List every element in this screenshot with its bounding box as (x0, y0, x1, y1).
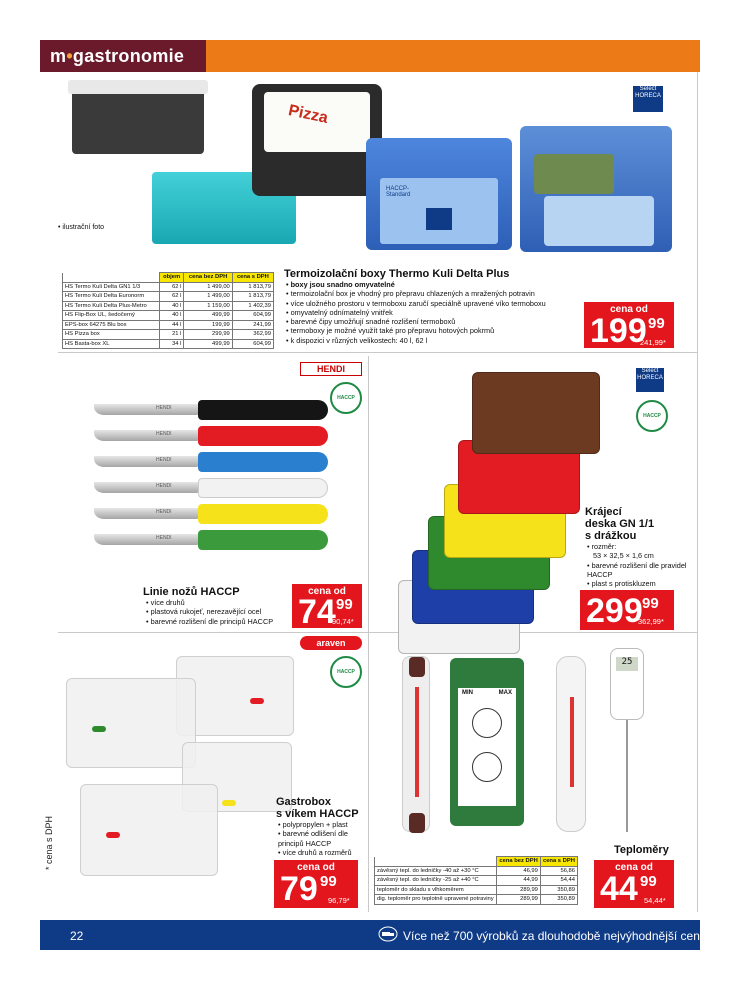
thermobox-open-image (520, 126, 672, 252)
boards-title (585, 506, 654, 542)
feature-item: • více druhů (146, 598, 296, 607)
knife-handle (198, 478, 328, 498)
color-clip (106, 832, 120, 838)
digital-reading: 25 (616, 657, 638, 671)
knife-blade-text: HENDI (156, 509, 172, 515)
table-cell: 1 499,00 (184, 282, 232, 292)
table-row (63, 311, 274, 321)
table-cell: 62 l (159, 282, 184, 292)
table-cell: HS Termo Kuli Delta Plus-Metro (63, 301, 160, 311)
storage-thermometer-image (556, 656, 586, 832)
feature-text: barevné rozlišení dle pravidel HACCP (587, 560, 687, 579)
price-cents: 99 (320, 873, 337, 890)
feature-item: • plast s protiskluzem (587, 579, 656, 589)
table-row (375, 885, 578, 895)
table-cell: 1 813,79 (232, 292, 273, 302)
brand-dot: • (66, 46, 73, 66)
knife-blade-text: HENDI (156, 483, 172, 489)
table-cell: 1 499,00 (184, 292, 232, 302)
knives-features (146, 598, 296, 626)
digital-thermometer-image (610, 648, 644, 720)
boards-title-line: deska GN 1/1 (585, 518, 655, 530)
fridge-thermometer-image (402, 656, 430, 832)
table-cell: 499,99 (184, 311, 232, 321)
table-header-cell: cena bez DPH (497, 857, 541, 867)
box-label: HACCP-Standard (386, 186, 411, 198)
gastrobox-image (66, 678, 196, 768)
knife-handle (198, 452, 328, 472)
haccp-badge-icon (330, 656, 362, 688)
feature-item: • více uložného prostoru v termoboxu zaručí speciálně upravené víko termoboxu (286, 299, 586, 308)
thermobox-blue-image (366, 138, 512, 250)
illustration-note-text: ilustrační foto (62, 224, 105, 231)
thermobox-grey-lid (68, 80, 208, 94)
feature-item: • boxy jsou snadno omyvatelné (286, 280, 586, 289)
color-clip (222, 800, 236, 806)
knife-handle (198, 530, 328, 550)
table-cell: HS Flip-Box UL, šedočerný (63, 311, 160, 321)
feature-item: • rozměr: (587, 542, 617, 551)
thermo-price-box (584, 302, 674, 348)
table-row (63, 282, 274, 292)
table-cell: 34 l (159, 339, 184, 349)
haccp-badge-icon (636, 400, 668, 432)
select-horeca-logo (636, 368, 664, 392)
table-header-row (63, 273, 274, 283)
max-label: MAX (498, 690, 512, 696)
table-cell: 56,86 (540, 866, 577, 876)
knives-title: Linie nožů HACCP (143, 586, 240, 598)
haccp-badge-text: HACCP (643, 413, 661, 419)
truck-icon (378, 926, 398, 947)
page-number: 22 (70, 929, 84, 943)
table-cell: 362,99 (232, 330, 273, 340)
table-cell: dig. teploměr pro teplotně upravené potraviny (375, 895, 497, 905)
table-cell: 289,99 (497, 885, 541, 895)
price-with-vat: 96,79* (328, 896, 350, 905)
color-clip (92, 726, 106, 732)
thermobox-grey-image (72, 88, 204, 154)
gastrobox-price-box (274, 860, 358, 908)
cutting-board (472, 372, 600, 454)
boards-title-line: Krájecí (585, 506, 622, 518)
price-cents: 99 (336, 596, 353, 613)
pizza-lid-text: Pizza (286, 102, 330, 127)
knife-blade (94, 482, 202, 493)
table-cell: 44,99 (497, 876, 541, 886)
thermometers-spec-table (374, 856, 578, 905)
feature-item: • plastová rukojeť, nerezavějící ocel (146, 607, 296, 616)
price-with-vat: 241,99* (640, 338, 666, 347)
select-horeca-text: Select HORECA (635, 86, 661, 99)
footer-slogan: Více než 700 výrobků za dlouhodobě nejvýhodnější ceny (403, 929, 706, 943)
price-cents: 99 (642, 595, 659, 612)
feature-item: • k dispozici v různých velikostech: 40 l, 62 l (286, 336, 586, 345)
table-cell: 40 l (159, 311, 184, 321)
price-label: cena od (610, 304, 648, 315)
gastrobox-title-line: Gastrobox (276, 796, 332, 808)
araven-logo: araven (300, 636, 362, 650)
table-cell: HS Termo Kuli Delta GN1 1/3 (63, 282, 160, 292)
hendi-logo: HENDI (300, 362, 362, 376)
price-cents: 99 (648, 315, 665, 332)
table-cell: závěsný tepl. do ledničky -40 až +30 °C (375, 866, 497, 876)
knife-blade (94, 508, 202, 519)
haccp-badge-icon (330, 382, 362, 414)
table-cell: 241,99 (232, 320, 273, 330)
feature-item: • polypropylen + plast (278, 820, 368, 829)
thermo-features (286, 280, 586, 345)
knives-price-box (292, 584, 362, 631)
table-cell: teploměr do skladu s vlhkoměrem (375, 885, 497, 895)
table-row (63, 301, 274, 311)
thermometers-price-box (594, 860, 674, 908)
thermo-title: Termoizolační boxy Thermo Kuli Delta Plus (284, 268, 510, 280)
haccp-badge-text: HACCP (337, 395, 355, 401)
table-row (375, 876, 578, 886)
feature-item: 53 × 32,5 × 1,6 cm (593, 551, 654, 561)
table-cell: 499,99 (184, 339, 232, 349)
feature-item: • barevné čipy umožňují snadné rozlišení termoboxů (286, 317, 586, 326)
feature-text: plast s protiskluzem (591, 579, 656, 589)
boards-title-line: s drážkou (585, 530, 637, 542)
feature-text: rozměr: (591, 542, 617, 551)
knife-blade-text: HENDI (156, 405, 172, 411)
knife-blade (94, 430, 202, 441)
knife-blade-text: HENDI (156, 457, 172, 463)
table-row (63, 339, 274, 349)
knife-blade-text: HENDI (156, 431, 172, 437)
brand-name: gastronomie (72, 46, 185, 66)
price-with-vat: 362,99* (638, 617, 664, 626)
price-main: 44 (600, 870, 638, 908)
gastrobox-features (278, 820, 368, 857)
table-header-row (375, 857, 578, 867)
gastrobox-title-line: s víkem HACCP (276, 808, 359, 820)
price-label: cena od (308, 586, 346, 597)
brand-prefix: m (50, 46, 67, 66)
gastrobox-title (276, 796, 359, 820)
table-cell: 199,99 (184, 320, 232, 330)
table-cell: EPS-box 64275 Blu box (63, 320, 160, 330)
feature-item: • barevné odlišení dle principů HACCP (278, 829, 368, 848)
table-cell: 21 l (159, 330, 184, 340)
section-divider (58, 352, 698, 353)
pizza-box-image (252, 84, 382, 196)
table-cell: 604,99 (232, 339, 273, 349)
boards-price-box (580, 590, 674, 630)
thermometers-title: Teploměry (614, 844, 669, 856)
table-header-cell (63, 273, 160, 283)
knife-handle (198, 400, 328, 420)
price-main: 199 (590, 312, 647, 350)
gastrobox-image (80, 784, 218, 876)
table-cell: 1 159,00 (184, 301, 232, 311)
price-with-vat: 90,74* (332, 617, 354, 626)
knife-handle (198, 504, 328, 524)
table-cell: 54,44 (540, 876, 577, 886)
illustration-note: • ilustrační foto (58, 224, 105, 231)
knife-blade (94, 456, 202, 467)
table-cell: 299,99 (184, 330, 232, 340)
table-header-cell: objem (159, 273, 184, 283)
feature-item: • termoboxy je možné využít také pro přepravu hotových pokrmů (286, 326, 586, 335)
table-row (375, 866, 578, 876)
select-horeca-logo (633, 86, 663, 112)
table-cell: 62 l (159, 292, 184, 302)
price-main: 74 (298, 593, 336, 631)
column-divider (368, 356, 369, 912)
table-cell: 350,89 (540, 895, 577, 905)
haccp-badge-text: HACCP (337, 669, 355, 675)
price-main: 299 (586, 592, 643, 630)
table-cell: 44 l (159, 320, 184, 330)
table-cell: závěsný tepl. do ledničky -25 až +40 °C (375, 876, 497, 886)
knife-blade (94, 534, 202, 545)
price-main: 79 (280, 870, 318, 908)
horeca-sticker (426, 208, 452, 230)
table-cell: 289,99 (497, 895, 541, 905)
knife-blade (94, 404, 202, 415)
feature-item: • více druhů a rozměrů (278, 848, 368, 857)
table-cell: 1 402,39 (232, 301, 273, 311)
table-row (63, 320, 274, 330)
feature-item: • omyvatelný odnímatelný vnitřek (286, 308, 586, 317)
page-edge (697, 72, 698, 912)
table-header-cell (375, 857, 497, 867)
table-row (63, 292, 274, 302)
table-header-cell: cena s DPH (540, 857, 577, 867)
table-row (63, 330, 274, 340)
price-label: cena od (615, 862, 653, 873)
table-cell: HS Basta-box XL (63, 339, 160, 349)
thermo-spec-table (62, 272, 274, 349)
thermometer-probe (626, 720, 628, 832)
table-row (375, 895, 578, 905)
color-clip (250, 698, 264, 704)
boards-features (587, 542, 687, 588)
table-cell: HS Pizza box (63, 330, 160, 340)
select-horeca-text: Select HORECA (637, 368, 663, 381)
brand-logo[interactable] (40, 40, 206, 72)
min-label: MIN (462, 690, 473, 696)
price-with-vat: 54,44* (644, 896, 666, 905)
table-cell: 40 l (159, 301, 184, 311)
feature-item: • barevné rozlišení dle pravidel HACCP (587, 560, 687, 579)
knife-handle (198, 426, 328, 446)
table-cell: HS Termo Kuli Delta Euronorm (63, 292, 160, 302)
table-cell: 46,99 (497, 866, 541, 876)
price-label: cena od (297, 862, 335, 873)
feature-item: • termoizolační box je vhodný pro přepravu chlazených a mražených potravin (286, 289, 586, 298)
table-cell: 1 813,79 (232, 282, 273, 292)
table-cell: 604,99 (232, 311, 273, 321)
table-header-cell: cena s DPH (232, 273, 273, 283)
table-cell: 350,89 (540, 885, 577, 895)
minmax-thermometer-image (450, 658, 524, 826)
knife-blade-text: HENDI (156, 535, 172, 541)
table-header-cell: cena bez DPH (184, 273, 232, 283)
feature-item: • barevné rozlišení dle principů HACCP (146, 617, 296, 626)
price-cents: 99 (640, 873, 657, 890)
section-divider (58, 632, 698, 633)
vat-footnote: * cena s DPH (44, 815, 54, 870)
